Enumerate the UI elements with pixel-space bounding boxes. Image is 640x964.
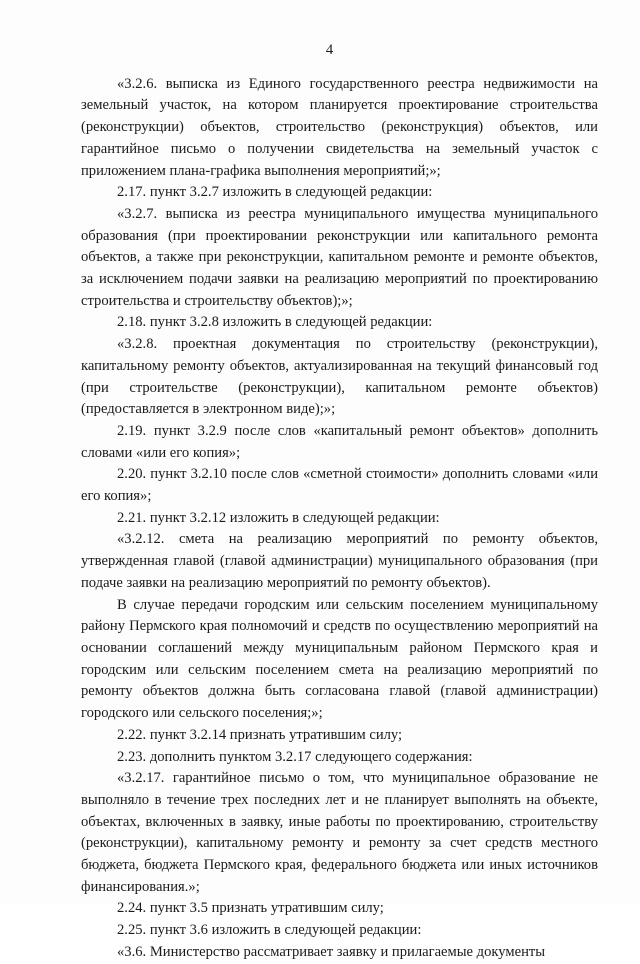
paragraph-3-6: «3.6. Министерство рассматривает заявку и прилагаемые документы xyxy=(117,943,546,960)
paragraph-2-17: 2.17. пункт 3.2.7 изложить в следующей редакции: xyxy=(117,184,433,201)
paragraph-2-23: 2.23. дополнить пунктом 3.2.17 следующего содержания: xyxy=(117,748,473,765)
paragraph-3-2-6: «3.2.6. выписка из Единого государственного реестра недвижимости на земельный участок, на котором планируется проектирование строительства (реконструкции) объектов, строительство (реконструкция) объектов, или гарантийное письмо о получении свидетельства на земельный участок с приложением плана-графика выполнения мероприятий;»; xyxy=(81,75,598,179)
paragraph-3-2-12: «3.2.12. смета на реализацию мероприятий по ремонту объектов, утвержденная главой (главой администрации) муниципального образования (при подаче заявки на реализацию мероприятий по ремонту объектов). xyxy=(81,531,598,591)
paragraph-2-20: 2.20. пункт 3.2.10 после слов «сметной стоимости» дополнить словами «или его копия»; xyxy=(81,466,598,505)
page-number: 4 xyxy=(325,42,334,58)
paragraph-3-2-8: «3.2.8. проектная документация по строительству (реконструкции), капитальному ремонту объектов, актуализированная на текущий финансовый год (при строительстве (реконструкции), капитальном ремонте объектов) (предоставляется в электронном виде);»; xyxy=(81,336,598,418)
paragraph-2-24: 2.24. пункт 3.5 признать утратившим силу; xyxy=(117,900,384,917)
paragraph-2-22: 2.22. пункт 3.2.14 признать утратившим силу; xyxy=(117,726,403,743)
paragraph-2-25: 2.25. пункт 3.6 изложить в следующей редакции: xyxy=(117,922,422,939)
paragraph-2-21: 2.21. пункт 3.2.12 изложить в следующей редакции: xyxy=(117,509,440,526)
paragraph-2-19: 2.19. пункт 3.2.9 после слов «капитальный ремонт объектов» дополнить словами «или его копия»; xyxy=(81,422,598,461)
paragraph-2-18: 2.18. пункт 3.2.8 изложить в следующей редакции: xyxy=(117,314,433,331)
paragraph-3-2-12-transfer-case: В случае передачи городским или сельским поселением муниципальному району Пермского края полномочий и средств по осуществлению мероприятий на основании соглашений между муниципальным районом Пермского края и городским или сельским поселением смета на реализацию мероприятий по ремонту объектов должна быть согласована главой (главой администрации) городского или сельского поселения;»; xyxy=(81,596,598,722)
paragraph-3-2-7: «3.2.7. выписка из реестра муниципального имущества муниципального образования (при проектировании реконструкции или капитального ремонта объектов, а также при реконструкции, капитальном ремонте и ремонте объектов, за исключением подачи заявки на реализацию мероприятий по проектированию строительства и строительству объектов);»; xyxy=(81,205,598,309)
paragraph-3-2-17: «3.2.17. гарантийное письмо о том, что муниципальное образование не выполняло в течение трех последних лет и не планирует выполнять на объекте, объектах, включенных в заявку, иные работы по проектированию, строительству (реконструкции), капитальному ремонту и ремонту за счет средств местного бюджета, бюджета Пермского края, федерального бюджета или иных источников финансирования.»; xyxy=(81,770,598,895)
